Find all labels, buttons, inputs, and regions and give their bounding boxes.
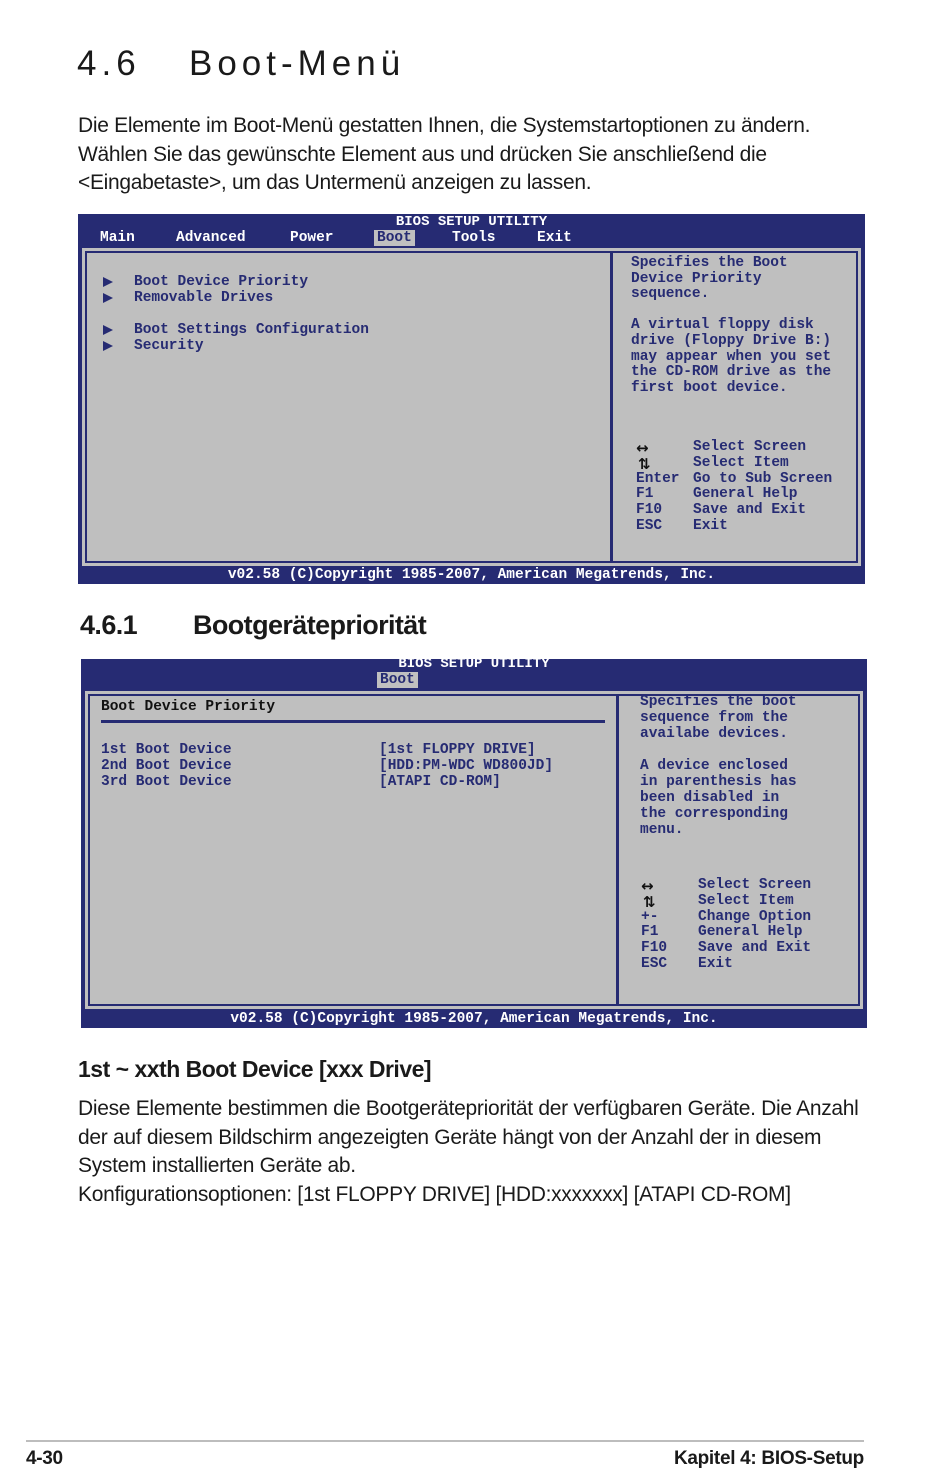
item-heading: 1st ~ xxth Boot Device [xxx Drive] bbox=[78, 1056, 432, 1082]
key-row: Enter Go to Sub Screen bbox=[636, 470, 833, 487]
help-line: A virtual floppy disk bbox=[631, 317, 814, 334]
key-row: Select Screen bbox=[698, 877, 812, 893]
bios-menu-bar bbox=[81, 672, 867, 688]
row-value-1st[interactable]: [1st FLOPPY DRIVE] bbox=[379, 742, 536, 758]
intro-paragraph: Die Elemente im Boot-Menü gestatten Ihnen, die Systemstartoptionen zu ändern. Wählen Sie das gewünschte Element aus und drücken Sie anschließend die <Eingabetaste>, um das Untermenü anzeigen zu lassen. bbox=[78, 114, 811, 194]
menu-item-security[interactable]: Security bbox=[134, 338, 204, 354]
help-line: A device enclosed bbox=[640, 758, 788, 774]
help-text bbox=[640, 694, 797, 838]
key-row: Select Item bbox=[693, 454, 789, 471]
menu-item-removable-drives[interactable]: Removable Drives bbox=[134, 290, 274, 306]
help-text bbox=[631, 256, 831, 396]
subsection-number: 4.6.1 bbox=[80, 610, 138, 640]
row-value-3rd[interactable]: [ATAPI CD-ROM] bbox=[379, 774, 501, 790]
row-label-2nd: 2nd Boot Device bbox=[101, 758, 232, 774]
key-row: F1 General Help bbox=[641, 924, 803, 941]
help-line: Device Priority bbox=[631, 270, 762, 287]
help-line: in parenthesis has bbox=[640, 774, 797, 790]
bios-menu-bar bbox=[78, 230, 865, 246]
key-row: F10 Save and Exit bbox=[636, 502, 807, 519]
key-row: F10 Save and Exit bbox=[641, 940, 812, 957]
bios-screen-boot-device-priority bbox=[81, 656, 867, 1028]
tab-advanced[interactable]: Advanced bbox=[176, 230, 246, 246]
menu-item-boot-device-priority[interactable]: Boot Device Priority bbox=[134, 274, 309, 290]
row-value-2nd[interactable]: [HDD:PM-WDC WD800JD] bbox=[379, 758, 554, 774]
help-line: Specifies the boot bbox=[640, 694, 797, 710]
help-line: the CD-ROM drive as the bbox=[631, 364, 832, 381]
subsection-title: Bootgerätepriorität bbox=[193, 610, 427, 640]
left-right-arrows-icon: ↔ bbox=[641, 877, 654, 895]
bios-content-panel bbox=[82, 248, 861, 566]
submenu-arrow-icon bbox=[103, 293, 113, 303]
key-row: ESC Exit bbox=[641, 955, 733, 972]
key-row: ESC Exit bbox=[636, 517, 728, 534]
key-row: Select Screen bbox=[693, 439, 807, 455]
bios-screen-boot-menu bbox=[78, 214, 865, 584]
page-number: 4-30 bbox=[26, 1448, 63, 1469]
help-line: drive (Floppy Drive B:) bbox=[631, 332, 832, 349]
section-heading bbox=[77, 44, 405, 84]
up-down-arrows-icon: ⇅ bbox=[643, 893, 656, 911]
submenu-arrow-icon bbox=[103, 277, 113, 287]
bios-title: BIOS SETUP UTILITY bbox=[398, 656, 550, 672]
up-down-arrows-icon: ⇅ bbox=[638, 455, 651, 473]
menu-item-boot-settings[interactable]: Boot Settings Configuration bbox=[134, 322, 369, 338]
bios-title: BIOS SETUP UTILITY bbox=[395, 214, 548, 230]
submenu-arrow-icon bbox=[103, 341, 113, 351]
footer-rule bbox=[26, 1440, 864, 1442]
key-legend bbox=[636, 440, 832, 535]
key-row: Select Item bbox=[698, 892, 794, 909]
subsection-heading bbox=[80, 610, 426, 641]
row-label-1st: 1st Boot Device bbox=[101, 742, 232, 758]
help-line: sequence from the bbox=[640, 710, 788, 726]
tab-main[interactable]: Main bbox=[100, 230, 135, 246]
row-label-3rd: 3rd Boot Device bbox=[101, 774, 232, 790]
heading-underline bbox=[101, 720, 605, 723]
left-right-arrows-icon: ↔ bbox=[636, 439, 649, 457]
tab-power[interactable]: Power bbox=[290, 230, 334, 246]
help-line: first boot device. bbox=[631, 379, 788, 396]
tab-exit[interactable]: Exit bbox=[537, 230, 572, 246]
bios-content-panel bbox=[85, 691, 863, 1009]
key-row: +- Change Option bbox=[641, 908, 812, 925]
help-line: may appear when you set bbox=[631, 348, 832, 365]
panel-divider bbox=[610, 251, 613, 563]
key-legend bbox=[641, 878, 811, 973]
help-line: menu. bbox=[640, 822, 684, 838]
help-line: been disabled in bbox=[640, 790, 780, 806]
chapter-label: Kapitel 4: BIOS-Setup bbox=[673, 1448, 864, 1469]
help-line: the corresponding bbox=[640, 806, 788, 822]
submenu-heading: Boot Device Priority bbox=[101, 699, 276, 715]
tab-boot[interactable]: Boot bbox=[377, 672, 418, 688]
section-title: Boot-Menü bbox=[189, 44, 406, 83]
help-line: availabe devices. bbox=[640, 726, 788, 742]
help-line: sequence. bbox=[631, 286, 710, 303]
panel-divider bbox=[616, 694, 619, 1006]
tab-boot[interactable]: Boot bbox=[374, 230, 415, 246]
tab-tools[interactable]: Tools bbox=[452, 230, 496, 246]
key-row: F1 General Help bbox=[636, 486, 798, 503]
help-spacer bbox=[631, 303, 831, 319]
submenu-arrow-icon bbox=[103, 325, 113, 335]
help-line: Specifies the Boot bbox=[631, 255, 788, 271]
section-number: 4.6 bbox=[77, 44, 141, 83]
item-description: Diese Elemente bestimmen die Bootgerätepriorität der verfügbaren Geräte. Die Anzahl der auf diesem Bildschirm angezeigten Geräte hängt von der Anzahl der in diesem System installierten Geräte ab. bbox=[78, 1097, 859, 1177]
bios-copyright: v02.58 (C)Copyright 1985-2007, American Megatrends, Inc. bbox=[230, 1011, 718, 1027]
bios-copyright: v02.58 (C)Copyright 1985-2007, American Megatrends, Inc. bbox=[227, 567, 716, 583]
help-spacer bbox=[640, 742, 797, 758]
item-options: Konfigurationsoptionen: [1st FLOPPY DRIVE] [HDD:xxxxxxx] [ATAPI CD-ROM] bbox=[78, 1183, 791, 1206]
